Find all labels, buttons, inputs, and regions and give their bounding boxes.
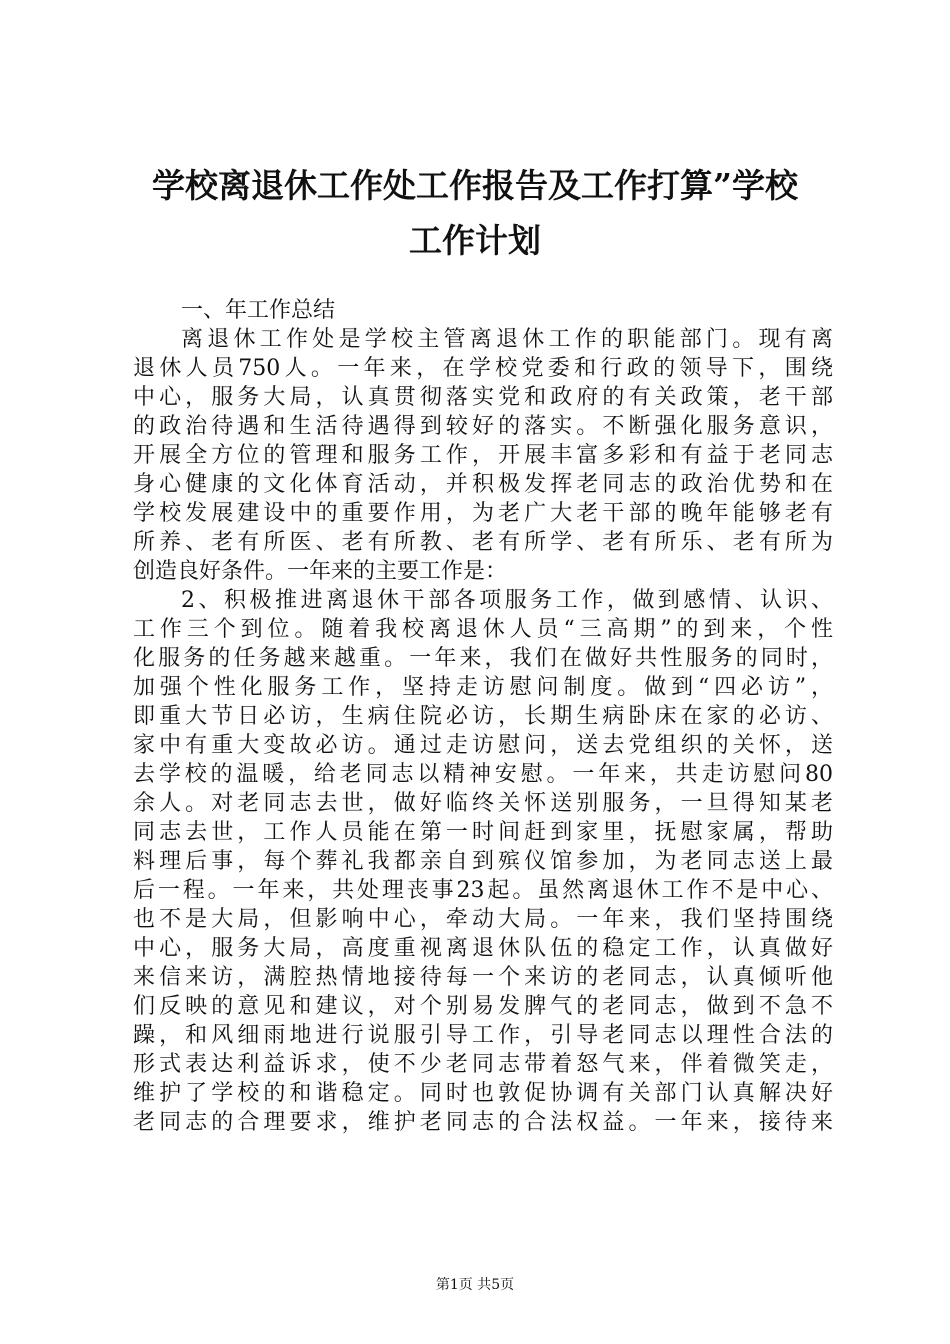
paragraph-line: 料理后事，每个葬礼我都亲自到殡仪馆参加，为老同志送上最 <box>133 849 833 874</box>
paragraph-line: 去学校的温暖，给老同志以精神安慰。一年来，共走访慰问80 <box>133 762 833 787</box>
paragraph-line: 中心，服务大局，认真贯彻落实党和政府的有关政策，老干部 <box>133 385 833 410</box>
paragraph-1 <box>133 325 833 586</box>
paragraph-line: 的政治待遇和生活待遇得到较好的落实。不断强化服务意识， <box>133 414 833 439</box>
paragraph-line: 老同志的合理要求，维护老同志的合法权益。一年来，接待来 <box>133 1110 833 1135</box>
paragraph-line: 即重大节日必访，生病住院必访，长期生病卧床在家的必访、 <box>133 704 833 729</box>
paragraph-line: 工作三个到位。随着我校离退休人员“三高期”的到来，个性 <box>133 617 833 642</box>
title-line-2: 工作计划 <box>409 221 541 260</box>
paragraph-line: 化服务的任务越来越重。一年来，我们在做好共性服务的同时， <box>133 646 833 671</box>
paragraph-line: 维护了学校的和谐稳定。同时也敦促协调有关部门认真解决好 <box>133 1081 833 1106</box>
paragraph-2 <box>133 586 833 1137</box>
paragraph-line: 2、积极推进离退休干部各项服务工作，做到感情、认识、 <box>181 588 833 613</box>
paragraph-line: 同志去世，工作人员能在第一时间赶到家里，抚慰家属，帮助 <box>133 820 833 845</box>
paragraph-line: 来信来访，满腔热情地接待每一个来访的老同志，认真倾听他 <box>133 965 833 990</box>
title-line-1: 学校离退休工作处工作报告及工作打算”学校 <box>152 166 798 205</box>
paragraph-line: 开展全方位的管理和服务工作，开展丰富多彩和有益于老同志 <box>133 443 833 468</box>
paragraph-line: 们反映的意见和建议，对个别易发脾气的老同志，做到不急不 <box>133 994 833 1019</box>
paragraph-line: 家中有重大变故必访。通过走访慰问，送去党组织的关怀，送 <box>133 733 833 758</box>
document-title <box>120 158 830 268</box>
paragraph-line: 创造良好条件。一年来的主要工作是： <box>133 559 508 584</box>
paragraph-line: 也不是大局，但影响中心，牵动大局。一年来，我们坚持围绕 <box>133 907 833 932</box>
paragraph-line: 身心健康的文化体育活动，并积极发挥老同志的政治优势和在 <box>133 472 833 497</box>
paragraph-line: 学校发展建设中的重要作用，为老广大老干部的晚年能够老有 <box>133 501 833 526</box>
paragraph-line: 离退休工作处是学校主管离退休工作的职能部门。现有离 <box>181 327 833 352</box>
paragraph-line: 所养、老有所医、老有所教、老有所学、老有所乐、老有所为 <box>133 530 833 555</box>
paragraph-line: 中心，服务大局，高度重视离退休队伍的稳定工作，认真做好 <box>133 936 833 961</box>
section-heading: 一、年工作总结 <box>181 298 336 323</box>
paragraph-line: 余人。对老同志去世，做好临终关怀送别服务，一旦得知某老 <box>133 791 833 816</box>
paragraph-line: 退休人员750人。一年来，在学校党委和行政的领导下，围绕 <box>133 356 833 381</box>
document-body <box>133 296 833 1137</box>
paragraph-line: 躁，和风细雨地进行说服引导工作，引导老同志以理性合法的 <box>133 1023 833 1048</box>
page-footer <box>0 1276 950 1294</box>
paragraph-line: 加强个性化服务工作，坚持走访慰问制度。做到“四必访”， <box>133 675 833 700</box>
paragraph-line: 形式表达利益诉求，使不少老同志带着怒气来，伴着微笑走， <box>133 1052 833 1077</box>
page-number: 第1页 共5页 <box>435 1277 515 1293</box>
paragraph-line: 后一程。一年来，共处理丧事23起。虽然离退休工作不是中心、 <box>133 878 833 903</box>
